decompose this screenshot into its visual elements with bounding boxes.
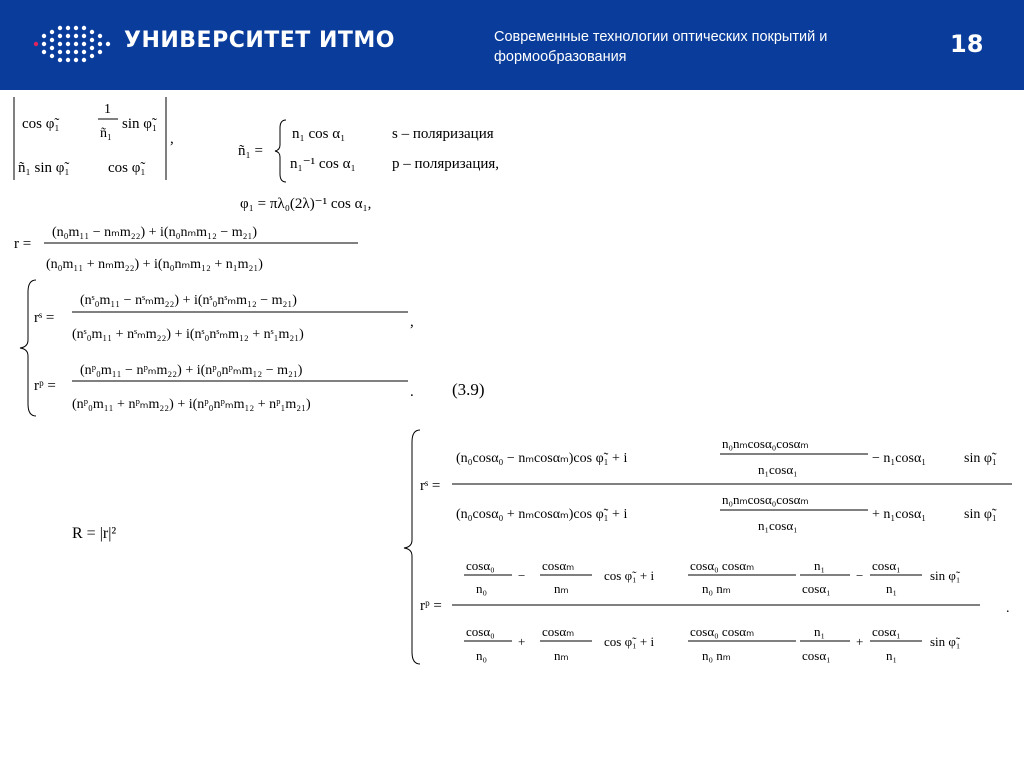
svg-text:n₀nₘcosα₀cosαₘ: n₀nₘcosα₀cosαₘ xyxy=(722,492,809,507)
course-title-line-1: Современные технологии оптических покрытий и xyxy=(494,29,828,45)
svg-text:(n₀cosα₀ − nₘcosαₘ)cos φ̃₁ + i: (n₀cosα₀ − nₘcosαₘ)cos φ̃₁ + i xyxy=(456,451,628,466)
svg-text:rˢ =: rˢ = xyxy=(34,310,55,326)
svg-text:n₁: n₁ xyxy=(886,648,898,663)
svg-text:n₀: n₀ xyxy=(476,648,488,663)
svg-text:n₀ nₘ: n₀ nₘ xyxy=(702,581,731,596)
svg-text:cosα₀: cosα₀ xyxy=(466,558,495,573)
svg-text:(n₀cosα₀ + nₘcosαₘ)cos φ̃₁ + i: (n₀cosα₀ + nₘcosαₘ)cos φ̃₁ + i xyxy=(456,507,628,522)
svg-text:cosα₀: cosα₀ xyxy=(466,624,495,639)
svg-text:rˢ =: rˢ = xyxy=(420,478,441,494)
svg-text:.: . xyxy=(1006,601,1010,616)
svg-text:cosαₘ: cosαₘ xyxy=(542,558,575,573)
svg-text:.: . xyxy=(410,384,414,400)
svg-text:+: + xyxy=(518,634,526,649)
svg-text:(nᵖ₀m₁₁ + nᵖₘm₂₂) + i(nᵖ₀nᵖₘm₁: (nᵖ₀m₁₁ + nᵖₘm₂₂) + i(nᵖ₀nᵖₘm₁₂ + nᵖ₁m₂₁) xyxy=(72,397,311,412)
svg-text:+: + xyxy=(856,634,864,649)
svg-text:cosα₁: cosα₁ xyxy=(872,624,901,639)
svg-text:cosαₘ: cosαₘ xyxy=(542,624,575,639)
svg-text:1: 1 xyxy=(104,102,111,117)
course-title xyxy=(494,27,914,67)
svg-text:cosα₁: cosα₁ xyxy=(872,558,901,573)
rs-rp-system xyxy=(20,280,414,416)
svg-text:n₀ nₘ: n₀ nₘ xyxy=(702,648,731,663)
n-tilde-definition xyxy=(238,120,499,182)
svg-text:(nᵖ₀m₁₁ − nᵖₘm₂₂) + i(nᵖ₀nᵖₘm₁: (nᵖ₀m₁₁ − nᵖₘm₂₂) + i(nᵖ₀nᵖₘm₁₂ − m₂₁) xyxy=(80,363,303,378)
svg-text:n₁ cos α₁: n₁ cos α₁ xyxy=(292,126,346,142)
itmo-dots-logo-icon xyxy=(32,22,114,66)
svg-text:nₘ: nₘ xyxy=(554,648,569,663)
svg-text:sin φ̃₁: sin φ̃₁ xyxy=(930,568,961,583)
svg-text:(n₀m₁₁ − nₘm₂₂) + i(n₀nₘm₁₂ −: (n₀m₁₁ − nₘm₂₂) + i(n₀nₘm₁₂ − m₂₁) xyxy=(52,225,258,240)
slide-number: 18 xyxy=(950,30,984,58)
svg-text:sin φ̃₁: sin φ̃₁ xyxy=(930,634,961,649)
svg-text:,: , xyxy=(410,314,414,330)
svg-text:cosα₀ cosαₘ: cosα₀ cosαₘ xyxy=(690,624,755,639)
svg-text:ñ₁ sin φ̃₁: ñ₁ sin φ̃₁ xyxy=(18,160,70,176)
svg-text:rᵖ =: rᵖ = xyxy=(34,378,56,394)
svg-text:rᵖ =: rᵖ = xyxy=(420,598,442,614)
svg-text:−: − xyxy=(518,568,526,583)
slide-header xyxy=(0,0,1024,90)
svg-text:ñ₁ =: ñ₁ = xyxy=(238,143,263,159)
svg-text:,: , xyxy=(170,131,174,147)
svg-text:n₁: n₁ xyxy=(814,624,826,639)
svg-text:nₘ: nₘ xyxy=(554,581,569,596)
svg-text:+ n₁cosα₁: + n₁cosα₁ xyxy=(872,507,927,522)
svg-text:ñ₁: ñ₁ xyxy=(100,126,112,141)
svg-text:−: − xyxy=(856,568,864,583)
reflectance-equation: R = |r|² xyxy=(72,525,117,542)
svg-text:(nˢ₀m₁₁ − nˢₘm₂₂) + i(nˢ₀nˢₘm₁: (nˢ₀m₁₁ − nˢₘm₂₂) + i(nˢ₀nˢₘm₁₂ − m₂₁) xyxy=(80,293,297,308)
svg-text:sin φ̃₁: sin φ̃₁ xyxy=(964,507,997,522)
formula-area xyxy=(0,90,1024,768)
svg-text:n₀nₘcosα₀cosαₘ: n₀nₘcosα₀cosαₘ xyxy=(722,436,809,451)
svg-text:n₀: n₀ xyxy=(476,581,488,596)
svg-text:cosα₁: cosα₁ xyxy=(802,581,831,596)
svg-text:(nˢ₀m₁₁ + nˢₘm₂₂) + i(nˢ₀nˢₘm₁: (nˢ₀m₁₁ + nˢₘm₂₂) + i(nˢ₀nˢₘm₁₂ + nˢ₁m₂₁) xyxy=(72,327,304,342)
equation-number: (3.9) xyxy=(452,380,485,399)
course-title-line-2: формообразования xyxy=(494,49,627,65)
svg-text:cos φ̃₁: cos φ̃₁ xyxy=(22,116,60,132)
svg-text:n₁cosα₁: n₁cosα₁ xyxy=(758,518,798,533)
svg-text:s – поляризация: s – поляризация xyxy=(392,126,494,142)
university-name: УНИВЕРСИТЕТ ИТМО xyxy=(124,28,395,53)
equations-image xyxy=(0,90,1024,768)
rp-expanded-equation xyxy=(420,558,1010,663)
r-general-equation xyxy=(14,225,358,272)
svg-text:cos φ̃₁ + i: cos φ̃₁ + i xyxy=(604,634,655,649)
svg-text:r =: r = xyxy=(14,236,32,252)
transfer-matrix-equation xyxy=(14,97,174,180)
svg-text:(n₀m₁₁ + nₘm₂₂) + i(n₀nₘm₁₂ +: (n₀m₁₁ + nₘm₂₂) + i(n₀nₘm₁₂ + n₁m₂₁) xyxy=(46,257,263,272)
phi-definition: φ₁ = πλ₀(2λ)⁻¹ cos α₁, xyxy=(240,196,372,212)
svg-text:cos φ̃₁ + i: cos φ̃₁ + i xyxy=(604,568,655,583)
svg-text:n₁: n₁ xyxy=(886,581,898,596)
svg-text:− n₁cosα₁: − n₁cosα₁ xyxy=(872,451,927,466)
svg-text:cos φ̃₁: cos φ̃₁ xyxy=(108,160,146,176)
svg-text:n₁: n₁ xyxy=(814,558,826,573)
svg-text:n₁⁻¹ cos α₁: n₁⁻¹ cos α₁ xyxy=(290,156,356,172)
svg-text:cosα₀ cosαₘ: cosα₀ cosαₘ xyxy=(690,558,755,573)
svg-text:sin φ̃₁: sin φ̃₁ xyxy=(122,116,158,132)
svg-text:sin φ̃₁: sin φ̃₁ xyxy=(964,451,997,466)
svg-text:n₁cosα₁: n₁cosα₁ xyxy=(758,462,798,477)
svg-text:cosα₁: cosα₁ xyxy=(802,648,831,663)
svg-text:p – поляризация,: p – поляризация, xyxy=(392,156,500,172)
